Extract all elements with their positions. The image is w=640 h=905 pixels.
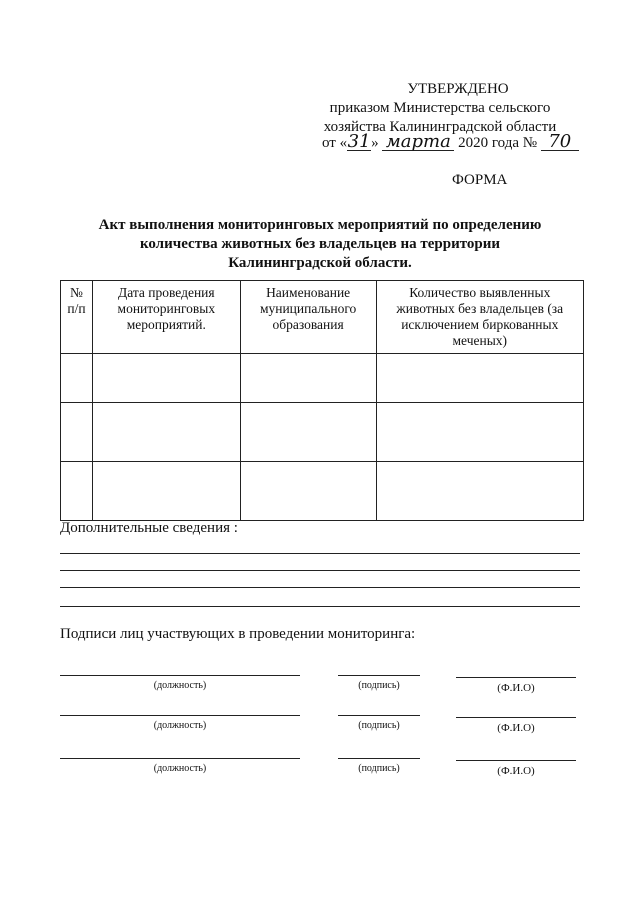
order-number: 70 [541, 134, 579, 151]
table-cell[interactable] [240, 462, 376, 521]
signature-caption: (подпись) [358, 763, 400, 774]
fio-line[interactable] [456, 677, 576, 678]
table-header-row [61, 281, 584, 354]
table-row [61, 462, 584, 521]
act-title [60, 216, 580, 273]
monitoring-table [60, 280, 584, 521]
position-line[interactable] [60, 675, 300, 676]
additional-info-line[interactable] [60, 570, 580, 571]
fio-line[interactable] [456, 717, 576, 718]
table-cell[interactable] [376, 354, 583, 403]
order-prefix: от « [322, 135, 348, 151]
position-caption: (должность) [153, 720, 207, 731]
additional-info-line[interactable] [60, 587, 580, 588]
order-date-line [322, 131, 579, 152]
signature-line[interactable] [338, 715, 420, 716]
position-line[interactable] [60, 758, 300, 759]
signature-line[interactable] [338, 675, 420, 676]
approval-order-line: приказом Министерства сельского [329, 100, 551, 116]
fio-caption: (Ф.И.О) [497, 765, 535, 777]
table-cell[interactable] [61, 403, 93, 462]
table-cell[interactable] [92, 403, 240, 462]
additional-info-line[interactable] [60, 606, 580, 607]
act-title-line-1: Акт выполнения мониторинговых мероприятий по определению [98, 217, 542, 233]
table-cell[interactable] [61, 462, 93, 521]
table-row [61, 403, 584, 462]
signatures-label: Подписи лиц участвующих в проведении мониторинга: [60, 626, 416, 642]
approval-ministry-line: хозяйства Калининградской области [323, 119, 557, 135]
signature-line[interactable] [338, 758, 420, 759]
fio-line[interactable] [456, 760, 576, 761]
fio-caption: (Ф.И.О) [497, 682, 535, 694]
table-cell[interactable] [240, 403, 376, 462]
position-caption: (должность) [153, 680, 207, 691]
signature-caption: (подпись) [358, 680, 400, 691]
table-row [61, 354, 584, 403]
table-cell[interactable] [61, 354, 93, 403]
approval-block [310, 80, 570, 137]
table-cell[interactable] [92, 354, 240, 403]
act-title-line-3: Калининградской области. [228, 255, 412, 271]
table-cell[interactable] [92, 462, 240, 521]
table-cell[interactable] [376, 403, 583, 462]
form-label: ФОРМА [452, 172, 508, 188]
order-year: 2020 года № [458, 135, 538, 151]
signature-caption: (подпись) [358, 720, 400, 731]
position-caption: (должность) [153, 763, 207, 774]
header-number: № п/п [61, 281, 93, 354]
position-line[interactable] [60, 715, 300, 716]
order-day: 31 [347, 131, 371, 152]
fio-caption: (Ф.И.О) [497, 722, 535, 734]
additional-info-label: Дополнительные сведения : [60, 520, 238, 536]
order-mid: » [371, 135, 379, 151]
header-date: Дата проведения мониторинговых мероприятий. [92, 281, 240, 354]
act-title-line-2: количества животных без владельцев на территории [139, 236, 501, 252]
header-municipality: Наименование муниципального образования [240, 281, 376, 354]
additional-info-line[interactable] [60, 553, 580, 554]
table-cell[interactable] [240, 354, 376, 403]
order-month: марта [382, 134, 454, 151]
header-count: Количество выявленных животных без владельцев (за исключением биркованных меченых) [376, 281, 583, 354]
table-cell[interactable] [376, 462, 583, 521]
approval-heading: УТВЕРЖДЕНО [407, 81, 509, 97]
